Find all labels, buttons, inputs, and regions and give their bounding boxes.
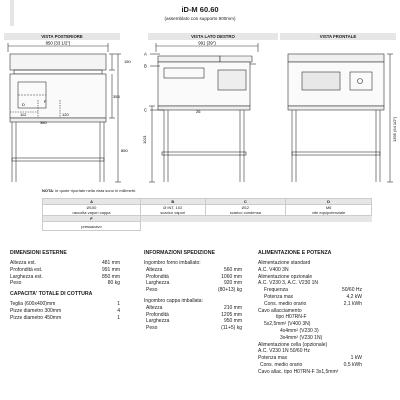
power-spec-row: Alimentazione opzionale bbox=[258, 273, 313, 280]
note-label: NOTA bbox=[42, 188, 54, 193]
power-spec-row: 3x4mm² (V230 1N) bbox=[280, 334, 323, 341]
power-spec-row: Cons. medio orario 0,5 kWh bbox=[260, 361, 362, 368]
hood-packed-title: Ingombro cappa imballata: bbox=[144, 297, 203, 304]
rear-view-drawing bbox=[0, 40, 140, 185]
power-spec-row: Cons. medio orario 2,1 kWh bbox=[264, 300, 362, 307]
rear-dim-120: 120 bbox=[62, 112, 69, 117]
spec-row: Profondità 1205 mm bbox=[146, 311, 242, 318]
legend-header-d: D bbox=[286, 199, 372, 205]
rear-view-title: VISTA POSTERIORE bbox=[4, 33, 120, 40]
rear-dim-353: 353 bbox=[113, 94, 120, 99]
header bbox=[0, 0, 400, 26]
external-dimensions-title: DIMENSIONI ESTERNE bbox=[10, 250, 67, 256]
oven-packed-title: Ingombro forno imballato: bbox=[144, 260, 201, 266]
legend-cell-d: M6 vite equipotenziale bbox=[286, 205, 372, 216]
connections-legend bbox=[42, 198, 372, 231]
side-label-a: A bbox=[144, 51, 147, 57]
legend-cell-f: pressacavo bbox=[43, 222, 141, 231]
model-subtitle: (assemblato con supporto 900mm) bbox=[164, 16, 236, 21]
legend-cell-a: Ø100 raccolta vapori cappa bbox=[43, 205, 141, 216]
front-view-title: VISTA FRONTALE bbox=[280, 33, 396, 40]
spec-row: Teglia (600x400)mm 1 bbox=[10, 301, 120, 308]
side-width-dim: 991 (39") bbox=[198, 40, 216, 46]
spec-row: Pizze diametro 300mm 4 bbox=[10, 307, 120, 314]
side-view-title: VISTA LATO DESTRO bbox=[148, 33, 278, 40]
side-label-c: C bbox=[144, 107, 148, 113]
spec-row: Altezza 560 mm bbox=[146, 266, 242, 273]
spec-row: Peso (80+13) kg bbox=[146, 287, 242, 294]
spec-row: Altezza 210 mm bbox=[146, 304, 242, 311]
side-label-b: B bbox=[144, 63, 147, 69]
power-spec-row: A.C. V230 1N 50/60 Hz bbox=[258, 348, 310, 355]
power-spec-row: 5x2,5mm² (V400 3N) bbox=[264, 321, 311, 328]
note-text: : le quote riportate nella vista sono in millimetri. bbox=[53, 188, 137, 193]
power-rows bbox=[258, 260, 362, 376]
power-section bbox=[258, 250, 362, 376]
spec-row: Profondità 1060 mm bbox=[146, 273, 242, 280]
legend-row-2 bbox=[43, 222, 372, 231]
power-spec-row: Potenza max 4,2 kW bbox=[264, 293, 362, 300]
spec-row: Peso 80 kg bbox=[10, 280, 120, 287]
spec-row: Larghezza est. 850 mm bbox=[10, 273, 120, 280]
legend-header-f: F bbox=[43, 216, 141, 222]
spec-row: Profondità est. 991 mm bbox=[10, 266, 120, 273]
power-spec-row: Potenza max 1 kW bbox=[258, 355, 362, 362]
rear-label-d: D bbox=[22, 102, 25, 107]
rear-dim-150: 150 bbox=[124, 59, 131, 64]
power-spec-row: A.C. V230 3, A.C. V230 1N bbox=[258, 280, 319, 287]
power-spec-row: A.C. V400 3N bbox=[258, 266, 289, 273]
side-height-dim: 1021 bbox=[142, 135, 147, 144]
front-view-drawing bbox=[280, 40, 400, 185]
power-spec-row: Alimentazione cella (opzionale) bbox=[258, 341, 328, 348]
rear-dim-112: 112 bbox=[20, 112, 27, 117]
capacity-title: CAPACITA' TOTALE DI COTTURA bbox=[10, 291, 93, 298]
power-spec-row: Cavo allacciamento bbox=[258, 307, 302, 314]
power-spec-row: Frequenza 50/60 Hz bbox=[264, 287, 362, 294]
side-dim-26: 26 bbox=[196, 109, 201, 114]
front-height-dim: 1395 (54 1/2") bbox=[392, 116, 397, 142]
legend-cell-b: Ø INT. 102 scarico vapori bbox=[141, 205, 206, 216]
spec-row: Altezza est. 481 mm bbox=[10, 260, 120, 266]
power-spec-row: Cavo allac. tipo H07RN-F 3x1,5mm² bbox=[258, 368, 339, 375]
legend-cell-c: Ø12 scarico condensa bbox=[205, 205, 286, 216]
spec-row: Pizze diametro 450mm 1 bbox=[10, 314, 120, 321]
external-dimensions-section bbox=[10, 250, 120, 322]
rear-width-dim: 850 (33 1/2") bbox=[45, 40, 71, 46]
spec-row: Larghezza 950 mm bbox=[146, 318, 242, 325]
legend-header-c: C bbox=[205, 199, 286, 205]
legend-row bbox=[43, 205, 372, 216]
rear-dim-380: 380 bbox=[40, 120, 47, 125]
legend-header-b: B bbox=[141, 199, 206, 205]
shipping-title: INFORMAZIONI SPEDIZIONE bbox=[144, 250, 215, 256]
legend-header-a: A bbox=[43, 199, 141, 205]
model-title: iD-M 60.60 bbox=[181, 5, 219, 14]
power-spec-row: Alimentazione standard bbox=[258, 260, 311, 266]
drawing-note bbox=[42, 188, 136, 193]
spec-row: Peso (11+5) kg bbox=[146, 325, 242, 332]
power-spec-row: 4x4mm² (V230 3) bbox=[280, 327, 319, 334]
power-title: ALIMENTAZIONE E POTENZA bbox=[258, 250, 332, 256]
spec-row: Larghezza 920 mm bbox=[146, 280, 242, 287]
side-view-drawing bbox=[140, 40, 280, 185]
shipping-section bbox=[144, 250, 242, 332]
power-spec-row: tipo H07RN-F bbox=[276, 314, 307, 321]
rear-dim-850: 850 bbox=[121, 148, 128, 153]
rear-label-f: F bbox=[44, 99, 47, 104]
